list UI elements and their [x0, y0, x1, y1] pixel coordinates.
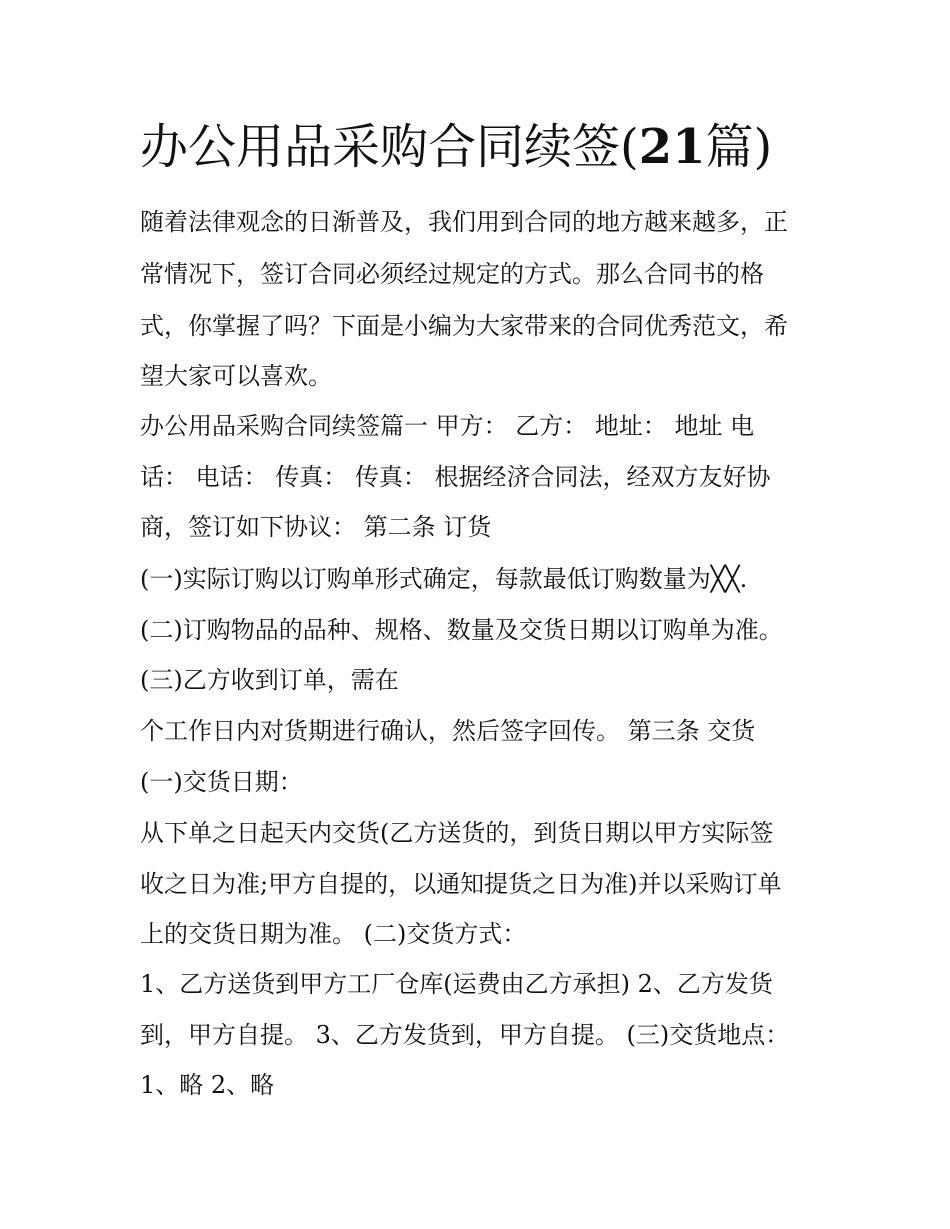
paragraph-line: 话： 电话： 传真： 传真： 根据经济合同法，经双方友好协 [140, 463, 771, 491]
paragraph-line: 办公用品采购合同续签篇一 甲方： 乙方： 地址： 地址 电 [140, 412, 755, 440]
paragraph-line: (三)乙方收到订单，需在 [140, 666, 399, 694]
paragraph-line: 1、乙方送货到甲方工厂仓库(运费由乙方承担) 2、乙方发货 [140, 970, 773, 998]
title-text: 办公用品采购合同续签( [140, 119, 639, 175]
paragraph-line: 到，甲方自提。 3、乙方发货到，甲方自提。 (三)交货地点： [140, 1021, 790, 1049]
paragraph-line: 上的交货日期为准。 (二)交货方式： [140, 920, 527, 948]
paragraph-line: 随着法律观念的日渐普及，我们用到合同的地方越来越多，正 [140, 208, 788, 236]
title-suffix: 篇) [705, 119, 773, 175]
paragraph-line: 收之日为准;甲方自提的，以通知提货之日为准)并以采购订单 [140, 870, 782, 898]
document-title [140, 112, 840, 182]
paragraph-line: 个工作日内对货期进行确认，然后签字回传。 第三条 交货 [140, 717, 756, 745]
paragraph-line: 1、略 2、略 [140, 1071, 275, 1099]
paragraph-line: 常情况下，签订合同必须经过规定的方式。那么合同书的格 [140, 260, 764, 288]
paragraph-line: 式，你掌握了吗？下面是小编为大家带来的合同优秀范文，希 [140, 312, 788, 340]
paragraph-line: 商，签订如下协议： 第二条 订货 [140, 513, 492, 541]
title-number: 21 [638, 119, 706, 175]
paragraph-line: 从下单之日起天内交货(乙方送货的，到货日期以甲方实际签 [140, 819, 774, 847]
paragraph-line: 望大家可以喜欢。 [140, 362, 332, 390]
paragraph-line: (一)实际订购以订购单形式确定，每款最低订购数量为╳╳. [140, 565, 748, 593]
paragraph-line: (二)订购物品的品种、规格、数量及交货日期以订购单为准。 [140, 616, 783, 644]
paragraph-line: (一)交货日期： [140, 768, 303, 796]
